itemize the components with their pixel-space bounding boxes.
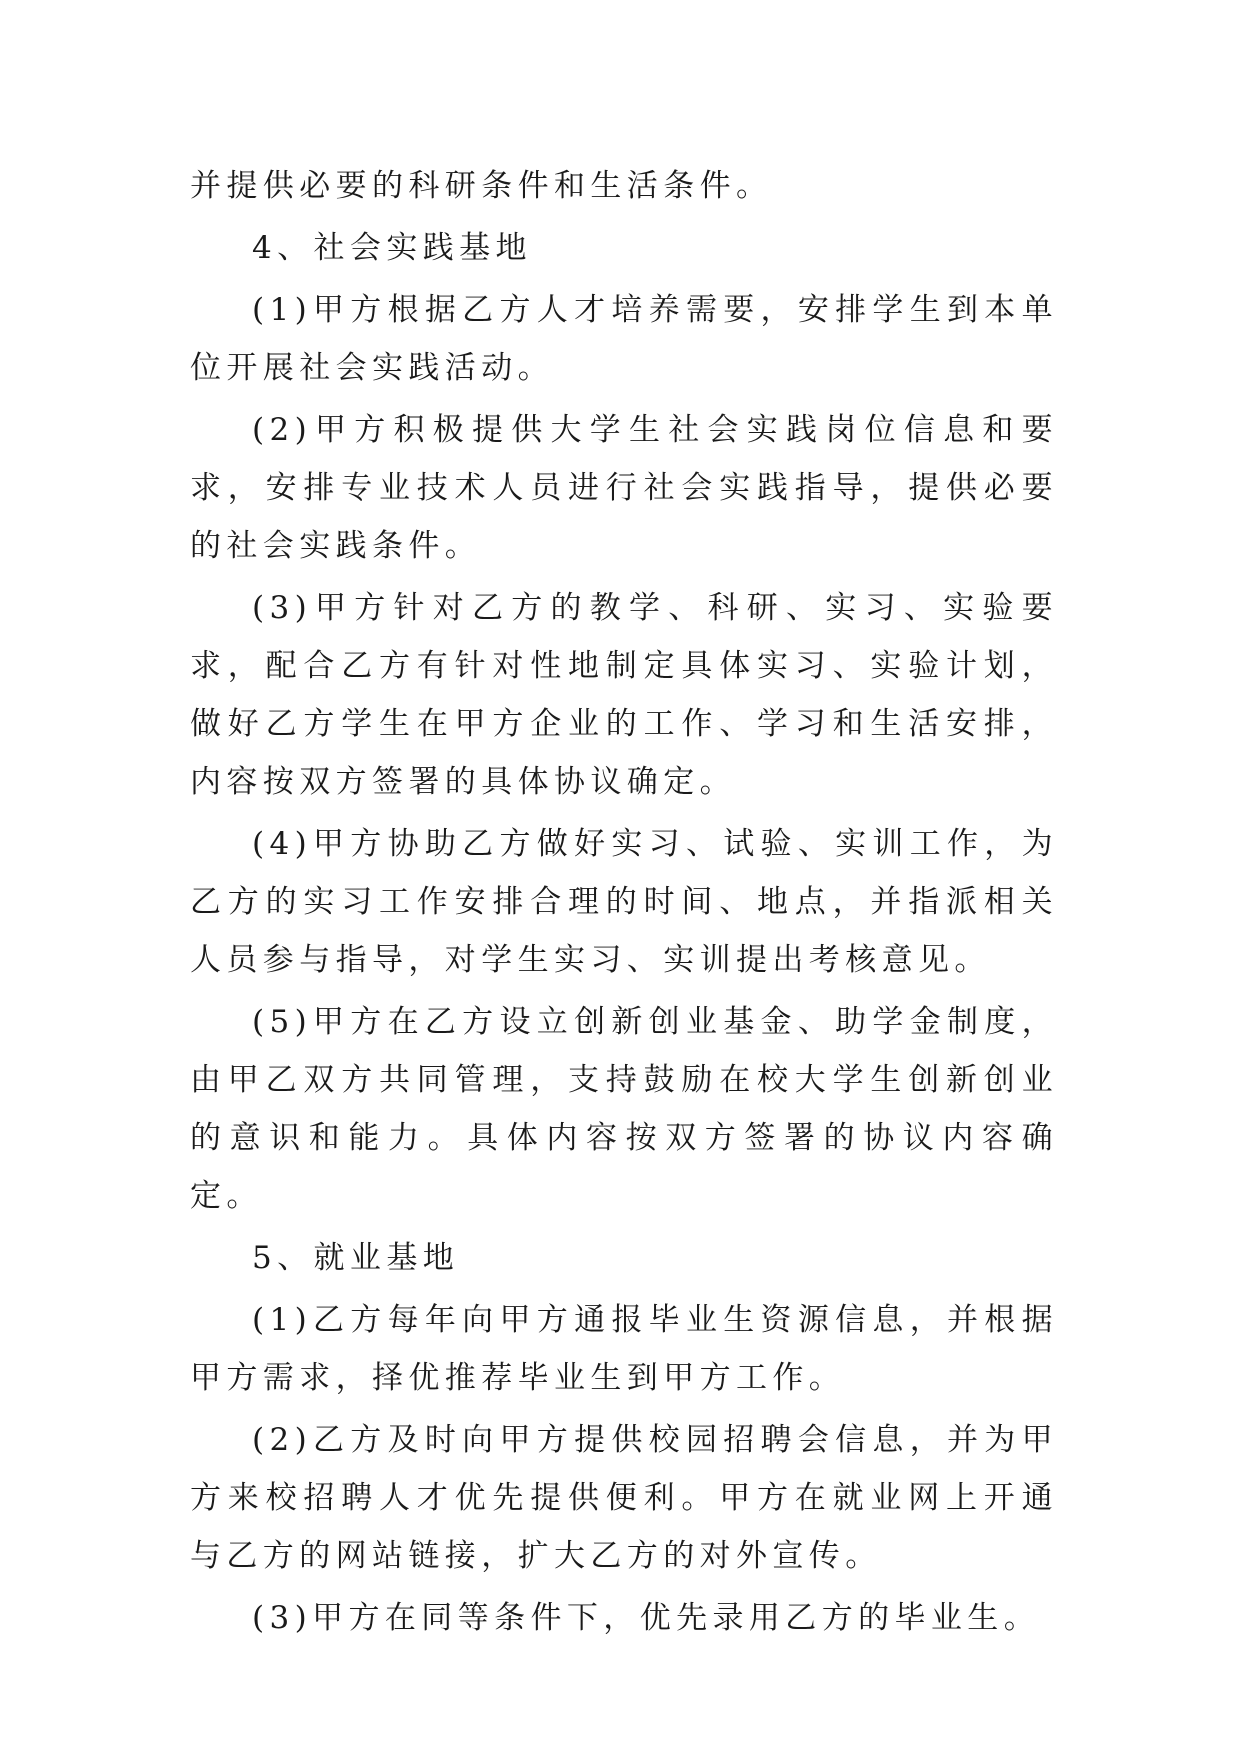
document-body	[190, 157, 1058, 1647]
section-heading-employment-base: 5、就业基地	[252, 1240, 460, 1276]
paragraph-item: (3)甲方针对乙方的教学、科研、实习、实验要求，配合乙方有针对性地制定具体实习、实验计划，做好乙方学生在甲方企业的工作、学习和生活安排，内容按双方签署的具体协议确定。	[190, 590, 1058, 800]
paragraph-item: (1)甲方根据乙方人才培养需要，安排学生到本单位开展社会实践活动。	[190, 292, 1058, 386]
paragraph-item: (5)甲方在乙方设立创新创业基金、助学金制度，由甲乙双方共同管理，支持鼓励在校大学生创新创业的意识和能力。具体内容按双方签署的协议内容确定。	[190, 1004, 1058, 1214]
paragraph-item: (2)甲方积极提供大学生社会实践岗位信息和要求，安排专业技术人员进行社会实践指导，提供必要的社会实践条件。	[190, 412, 1058, 564]
paragraph-item: (2)乙方及时向甲方提供校园招聘会信息，并为甲方来校招聘人才优先提供便利。甲方在就业网上开通与乙方的网站链接，扩大乙方的对外宣传。	[190, 1422, 1058, 1574]
paragraph-item: (4)甲方协助乙方做好实习、试验、实训工作，为乙方的实习工作安排合理的时间、地点，并指派相关人员参与指导，对学生实习、实训提出考核意见。	[190, 826, 1058, 978]
paragraph-item: (3)甲方在同等条件下，优先录用乙方的毕业生。	[252, 1600, 1041, 1636]
paragraph-item: (1)乙方每年向甲方通报毕业生资源信息，并根据甲方需求，择优推荐毕业生到甲方工作。	[190, 1302, 1058, 1396]
section-heading-social-practice-base: 4、社会实践基地	[252, 230, 532, 266]
paragraph-continuation: 并提供必要的科研条件和生活条件。	[190, 168, 773, 204]
